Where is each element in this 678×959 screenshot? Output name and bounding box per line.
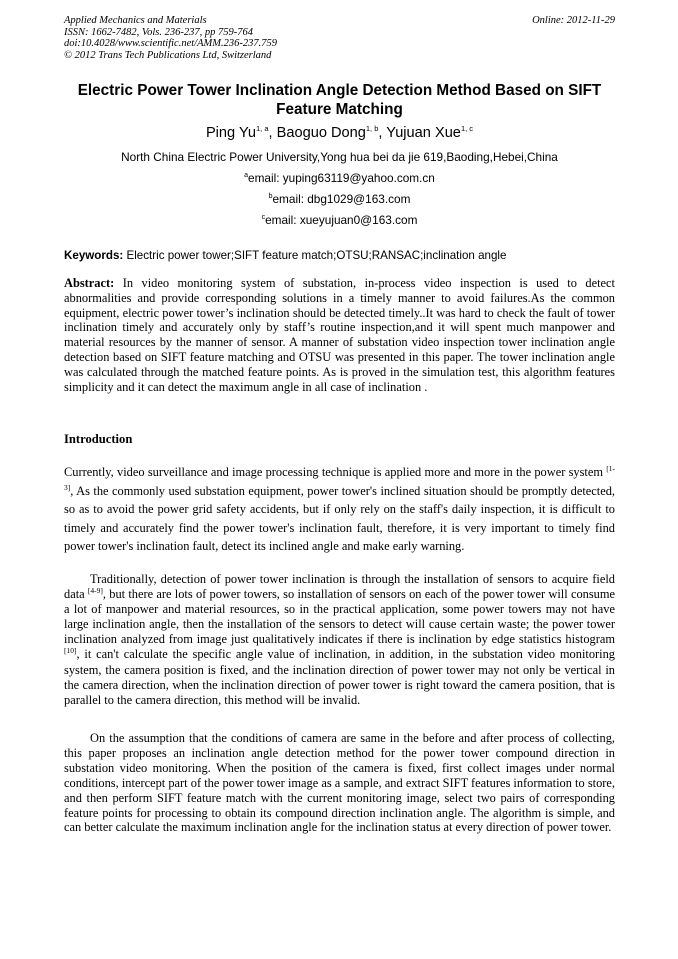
paper-title: Electric Power Tower Inclination Angle Detection Method Based on SIFT Feature Matching (77, 82, 602, 118)
paragraph-text: , it can't calculate the specific angle value of inclination, in addition, in the substation video monitoring system, the camera position is fixed, and the inclination direction of power tower may not only be vertical in the camera direction, when the inclination direction of power tower is right toward the camera position, that is parallel to the camera direction, this method will be invalid. (64, 647, 615, 707)
citation: [10] (64, 646, 77, 656)
citation: [4-9] (87, 585, 103, 595)
email-address: email: dbg1029@163.com (272, 192, 411, 206)
email-mark: a (244, 172, 249, 179)
online-date: Online: 2012-11-29 (532, 15, 615, 26)
email-line (64, 213, 615, 230)
keywords-label: Keywords: (64, 249, 124, 262)
paragraph-text: Currently, video surveillance and image processing technique is applied more and more in the power system (64, 465, 607, 479)
author-name: Ping Yu (205, 125, 256, 141)
email-address: email: xueyujuan0@163.com (265, 213, 418, 227)
author-affiliation-mark: 1, b (365, 124, 379, 134)
journal-name: Applied Mechanics and Materials (64, 15, 207, 26)
section-heading-introduction: Introduction (64, 432, 133, 446)
paragraph-text: , but there are lots of power towers, so installation of sensors on each of the power tower will consume a lot of manpower and material resources, so in the practical application, some power towers may not have large inclination angle, then the installation of the sensors to detect will cause certain waste; the power tower inclination analyzed from image just qualitatively indicates if there is inclination by edge statistics histogram (64, 587, 615, 647)
email-line (64, 171, 615, 188)
journal-header (64, 15, 277, 61)
abstract-label: Abstract: (64, 276, 115, 290)
author-name: Baoguo Dong (276, 125, 366, 141)
email-address: email: yuping63119@yahoo.com.cn (248, 171, 435, 185)
citation: [1-3] (64, 463, 615, 492)
author-affiliation-mark: 1, c (460, 124, 474, 134)
keywords-text: Electric power tower;SIFT feature match;OTSU;RANSAC;inclination angle (123, 249, 507, 262)
author-affiliation-mark: 1, a (256, 124, 269, 134)
email-mark: b (268, 193, 273, 200)
intro-paragraph-3: On the assumption that the conditions of camera are same in the before and after process of collecting, this paper proposes an inclination angle detection method for the power tower compound direction in substation video monitoring. When the position of the camera is fixed, first collect images under normal conditions, intercept part of the power tower image as a sample, and extract SIFT features information to store, and then perform SIFT feature match with the current monitoring image, select two pairs of corresponding feature points for processing to obtain its compound direction inclination angle. The algorithm is simple, and can better calculate the maximum inclination angle for the inclination status at every direction of power tower. (64, 731, 615, 835)
author-separator: , (268, 125, 277, 141)
email-mark: c (261, 214, 266, 221)
intro-paragraph-1 (64, 463, 615, 556)
keywords (64, 248, 615, 263)
journal-doi: doi:10.4028/www.scientific.net/AMM.236-237.759 (64, 38, 277, 50)
author-name: Yujuan Xue (386, 125, 461, 141)
email-line (64, 192, 615, 209)
abstract-text: In video monitoring system of substation, in-process video inspection is used to detect abnormalities and provide corresponding solutions in a timely manner to avoid failures.As the common equipment, electric power tower’s inclination should be detected timely..It was hard to check the fault of tower inclination timely and accurately only by staff’s routine inspection,and it will spent much manpower and material resources by the manner of sensor. A manner of substation video inspection tower inclination angle detection based on SIFT feature matching and OTSU was presented in this paper. The tower inclination angle was calculated through the matched feature points. As is proved in the simulation test, this algorithm features simplicity and it can detect the maximum angle in all case of inclination . (64, 276, 615, 394)
journal-issn: ISSN: 1662-7482, Vols. 236-237, pp 759-764 (64, 26, 253, 38)
journal-copyright: © 2012 Trans Tech Publications Ltd, Switzerland (64, 49, 272, 61)
paragraph-text: Traditionally, detection of power tower inclination is through the installation of sensors to acquire field data (64, 572, 615, 602)
abstract (64, 276, 615, 394)
paragraph-text: , As the commonly used substation equipment, power tower's inclined situation should be promptly detected, so as to avoid the power grid safety accidents, but if only rely on the staff's daily inspection, it is difficult to timely and accurately find the power tower's inclination fault, therefore, it is very important to timely find power tower's inclination fault, detect its inclined angle and make early warning. (64, 483, 615, 554)
author-separator: , (378, 125, 387, 141)
author-list (64, 124, 615, 142)
affiliation: North China Electric Power University,Yong hua bei da jie 619,Baoding,Hebei,China (121, 150, 558, 164)
intro-paragraph-2 (64, 572, 615, 708)
